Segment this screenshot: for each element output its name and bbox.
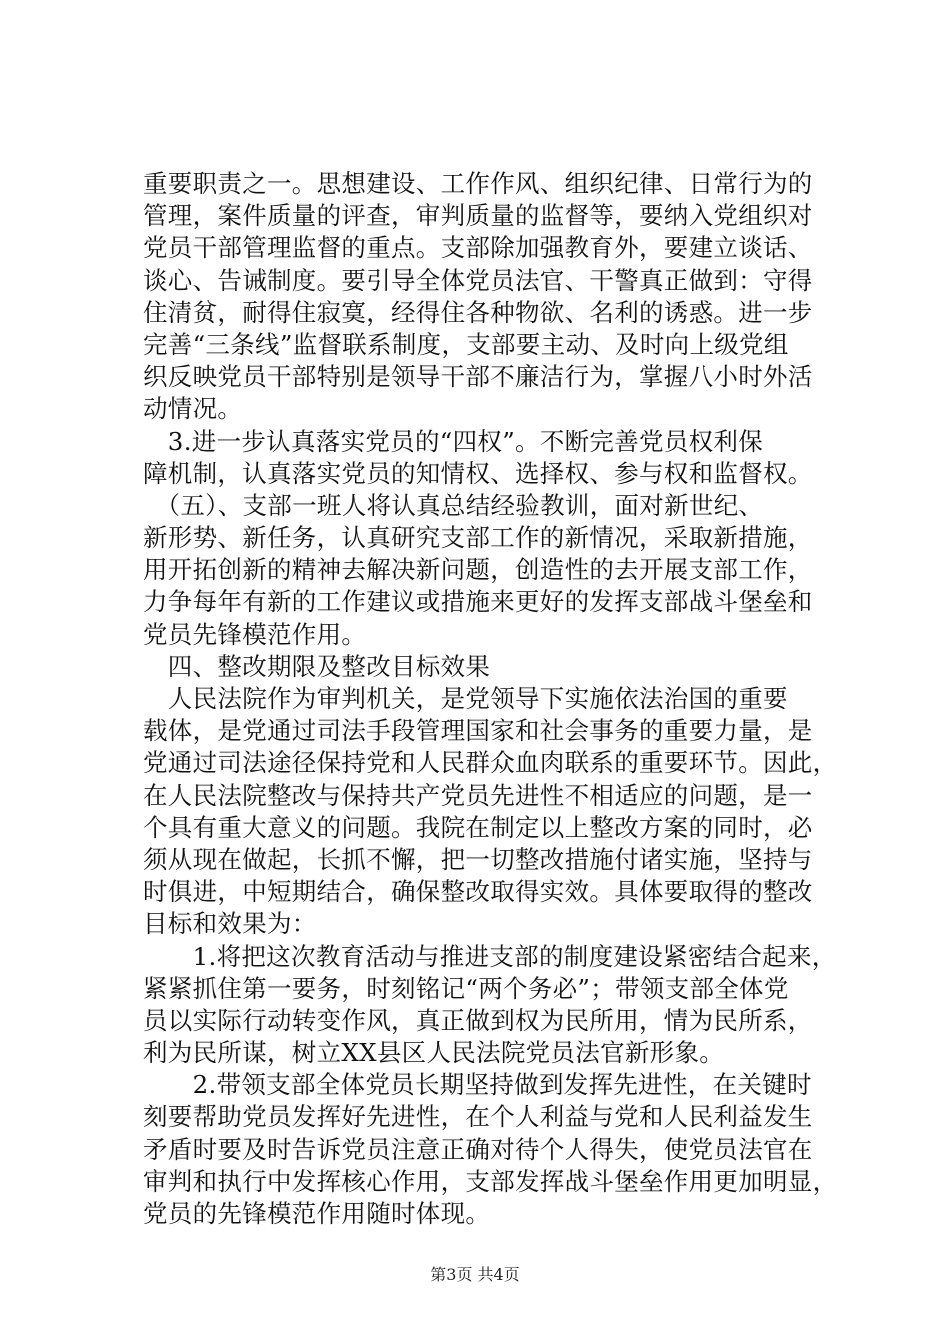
text-line: 完善“三条线”监督联系制度，支部要主动、及时向上级党组 [143, 329, 789, 359]
text-line: 重要职责之一。思想建设、工作作风、组织纪律、日常行为的 [143, 169, 813, 198]
text-line: 审判和执行中发挥核心作用，支部发挥战斗堡垒作用更加明显， [143, 1166, 838, 1196]
page-number-footer: 第3页 共4页 [430, 1265, 520, 1284]
text-line: 用开拓创新的精神去解决新问题，创造性的去开展支部工作， [143, 555, 813, 585]
section-heading: 四、整改期限及整改目标效果 [143, 651, 491, 681]
body-text [143, 168, 838, 1230]
text-line: 利为民所谋，树立XX县区人民法院党员法官新形象。 [143, 1038, 725, 1068]
text-line: 管理，案件质量的评查，审判质量的监督等，要纳入党组织对 [143, 201, 813, 231]
text-line: 障机制，认真落实党员的知情权、选择权、参与权和监督权。 [143, 458, 813, 488]
text-line: 矛盾时要及时告诉党员注意正确对待个人得失，使党员法官在 [143, 1134, 813, 1164]
text-line: 须从现在做起，长抓不懈，把一切整改措施付诸实施，坚持与 [143, 844, 813, 874]
text-line: 紧紧抓住第一要务，时刻铭记“两个务必”；带领支部全体党 [143, 973, 789, 1003]
text-line: 织反映党员干部特别是领导干部不廉洁行为，掌握八小时外活 [143, 362, 813, 392]
text-line: 党通过司法途径保持党和人民群众血肉联系的重要环节。因此， [143, 748, 838, 778]
text-line: 力争每年有新的工作建议或措施来更好的发挥支部战斗堡垒和 [143, 587, 813, 617]
text-line: 目标和效果为： [143, 909, 317, 939]
text-line: 党员先锋模范作用。 [143, 619, 367, 649]
text-line: 谈心、告诫制度。要引导全体党员法官、干警真正做到：守得 [143, 265, 813, 295]
text-line: 时俱进，中短期结合，确保整改取得实效。具体要取得的整改 [143, 877, 813, 907]
text-line: 3.进一步认真落实党员的“四权”。不断完善党员权利保 [143, 426, 764, 456]
text-line: 载体，是党通过司法手段管理国家和社会事务的重要力量，是 [143, 716, 813, 746]
text-line: 2.带领支部全体党员长期坚持做到发挥先进性，在关键时 [143, 1070, 812, 1100]
text-line: 动情况。 [143, 394, 243, 424]
text-line: 住清贫，耐得住寂寞，经得住各种物欲、名利的诱惑。进一步 [143, 297, 813, 327]
text-line: 1.将把这次教育活动与推进支部的制度建设紧密结合起来， [143, 941, 837, 971]
text-line: （五）、支部一班人将认真总结经验教训，面对新世纪、 [143, 490, 764, 520]
text-line: 在人民法院整改与保持共产党员先进性不相适应的问题，是一 [143, 780, 813, 810]
text-line: 个具有重大意义的问题。我院在制定以上整改方案的同时，必 [143, 812, 813, 842]
text-line: 员以实际行动转变作风，真正做到权为民所用，情为民所系， [143, 1005, 813, 1035]
text-line: 党员干部管理监督的重点。支部除加强教育外，要建立谈话、 [143, 233, 813, 263]
text-line: 新形势、新任务，认真研究支部工作的新情况，采取新措施， [143, 523, 813, 553]
text-line: 党员的先锋模范作用随时体现。 [143, 1199, 491, 1228]
text-line: 刻要帮助党员发挥好先进性，在个人利益与党和人民利益发生 [143, 1102, 813, 1132]
text-line: 人民法院作为审判机关，是党领导下实施依法治国的重要 [143, 684, 788, 713]
